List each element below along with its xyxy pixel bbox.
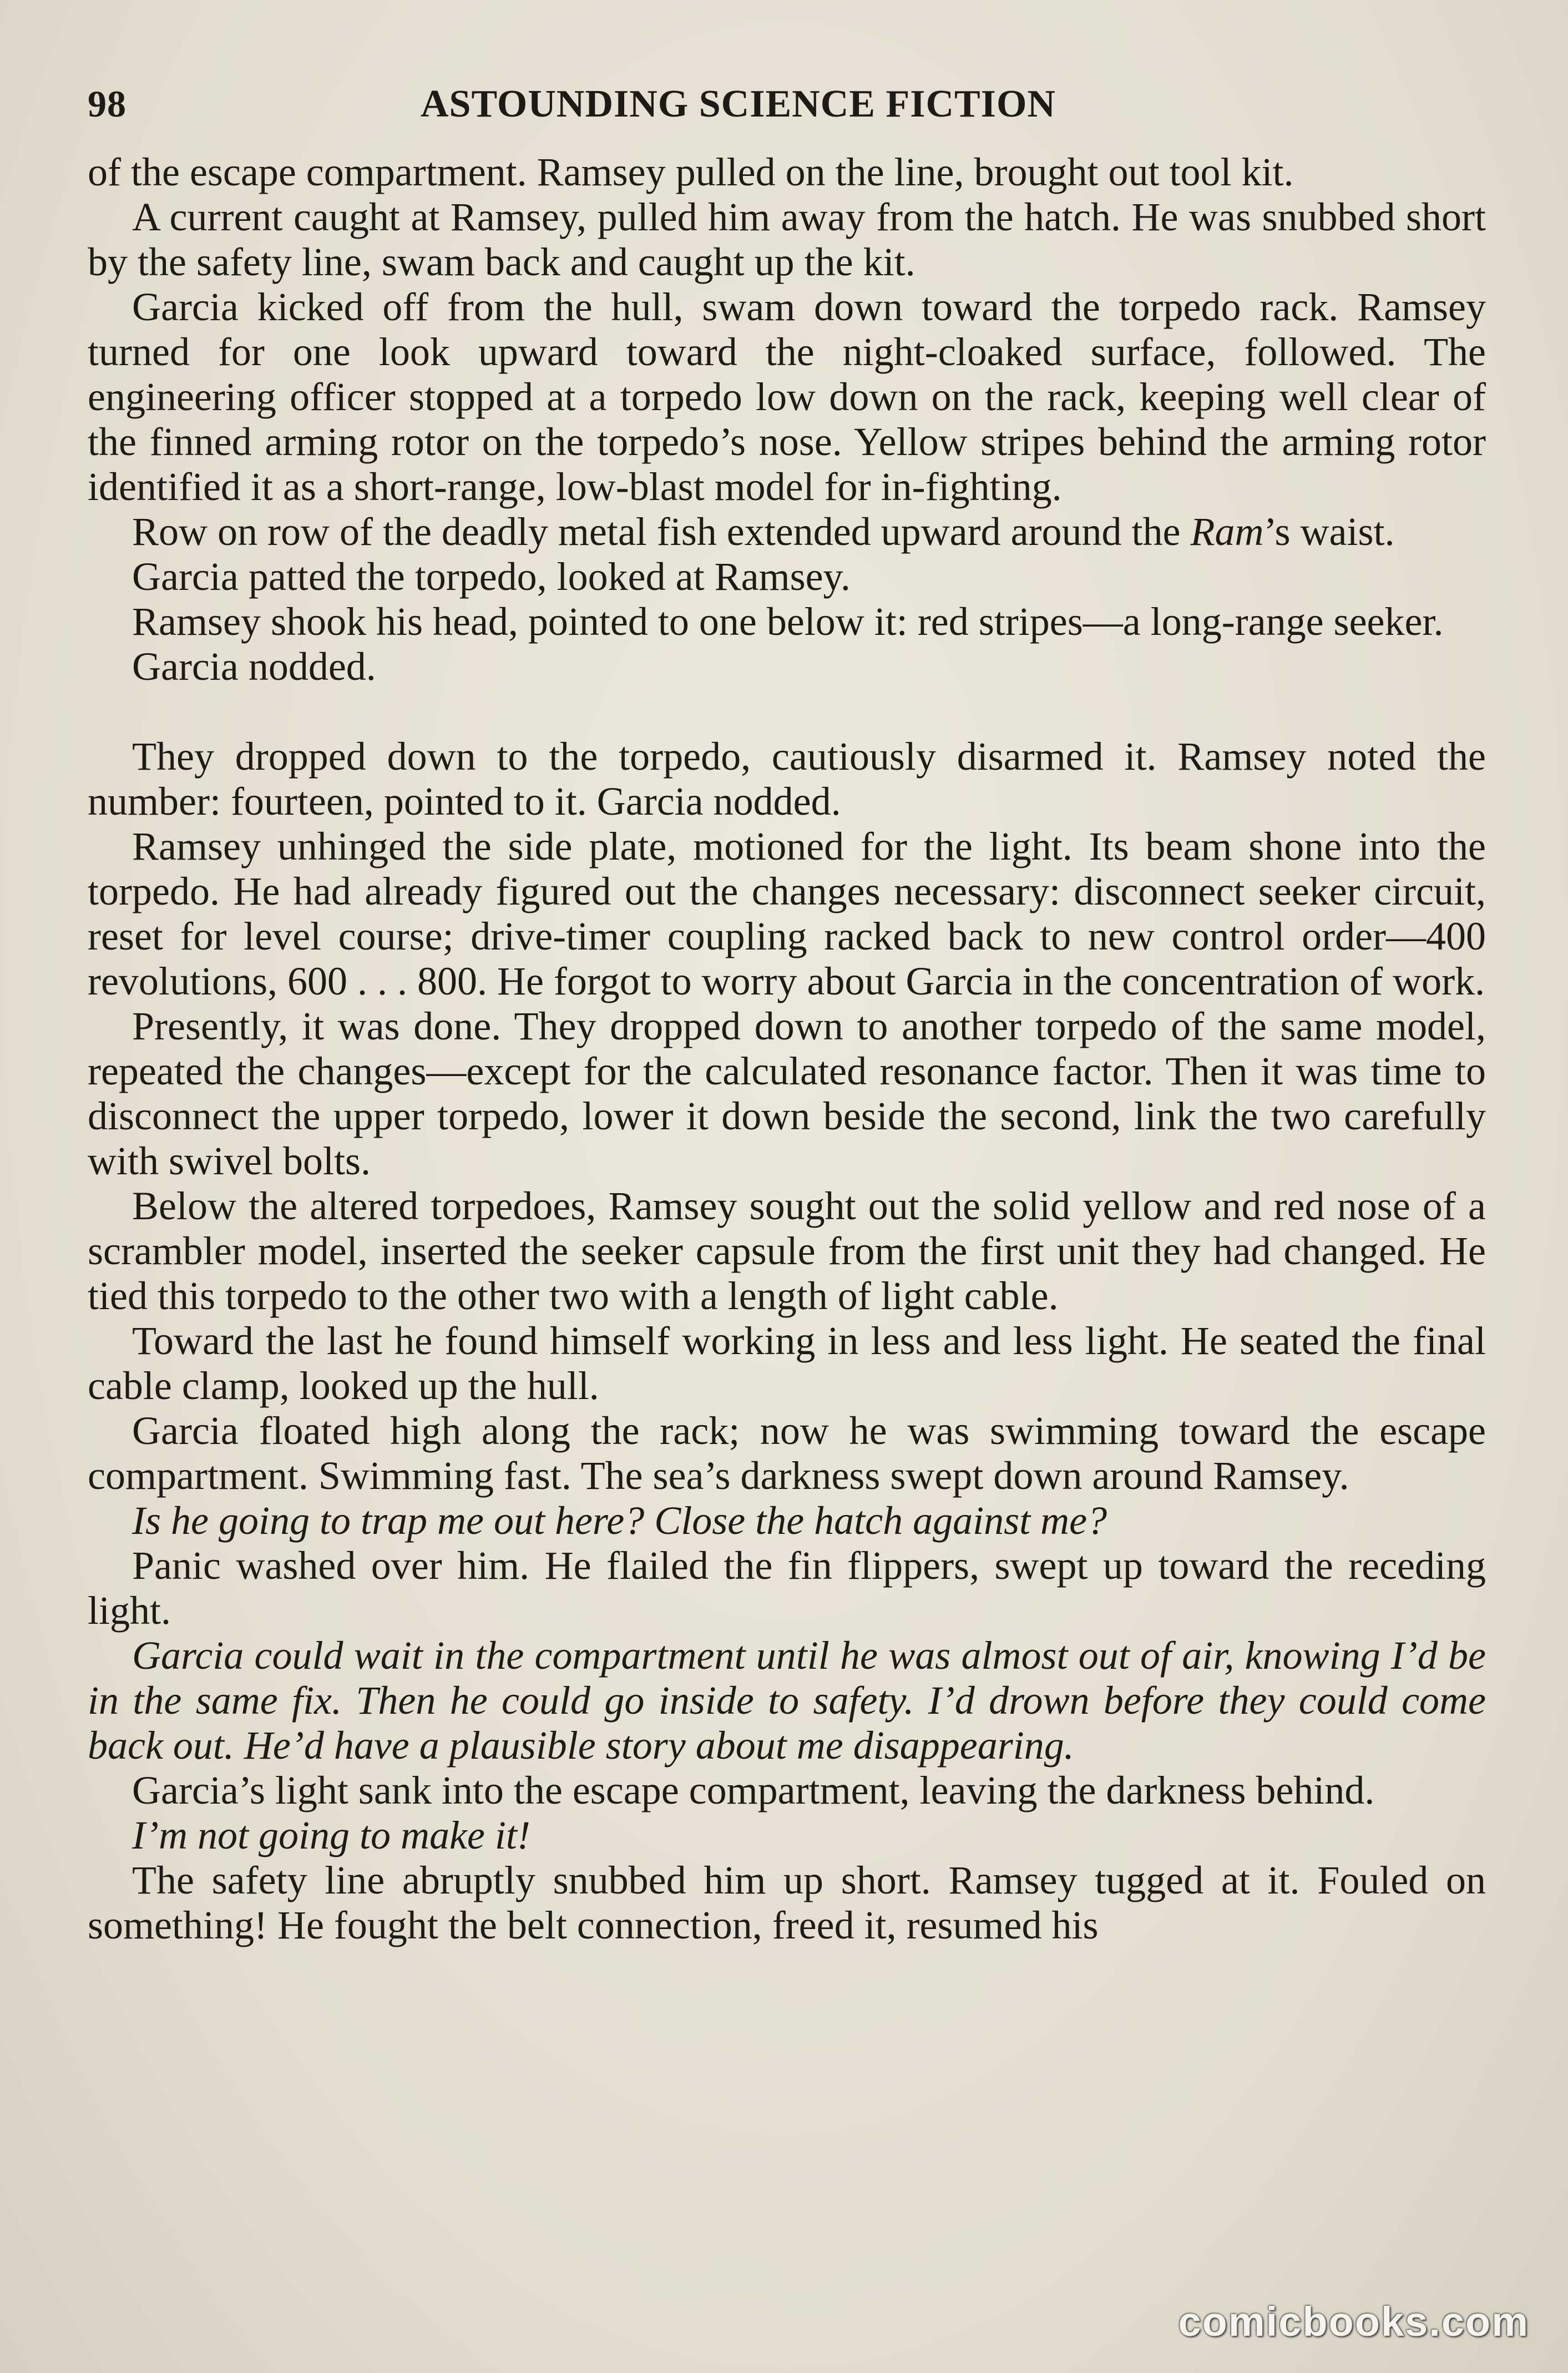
paragraph: Ramsey unhinged the side plate, motioned for the light. Its beam shone into the torpedo. He had already figured out the changes necessary: disconnect seeker circuit, reset for level course; drive-timer coupling racked back to new control order—400 revolutions, 600 . . . 800. He forgot to worry about Garcia in the concentration of work. [88, 824, 1486, 1003]
paragraph: Garcia’s light sank into the escape compartment, leaving the darkness behind. [132, 1768, 1375, 1812]
paragraph: Garcia patted the torpedo, looked at Ramsey. [132, 554, 851, 599]
body-text [88, 150, 1486, 1948]
page-header [88, 78, 1153, 133]
paragraph: Ramsey shook his head, pointed to one below it: red stripes—a long-range seeker. [132, 599, 1444, 644]
paragraph: Toward the last he found himself working in less and less light. He seated the final cable clamp, looked up the hull. [88, 1319, 1486, 1408]
running-head: ASTOUNDING SCIENCE FICTION [421, 83, 1056, 125]
paragraph-text: ’s waist. [1263, 509, 1395, 554]
watermark: comicbooks.com [1178, 2299, 1529, 2345]
paragraph: They dropped down to the torpedo, cautiously disarmed it. Ramsey noted the number: fourteen, pointed to it. Garcia nodded. [88, 734, 1486, 824]
paragraph: Panic washed over him. He flailed the fin flippers, swept up toward the receding light. [88, 1543, 1486, 1633]
paragraph: Below the altered torpedoes, Ramsey sought out the solid yellow and red nose of a scrambler model, inserted the seeker capsule from the first unit they had changed. He tied this torpedo to the other two with a length of light cable. [88, 1184, 1486, 1318]
paragraph: Garcia floated high along the rack; now he was swimming toward the escape compartment. Swimming fast. The sea’s darkness swept down around Ramsey. [88, 1408, 1486, 1498]
italic-thought: Is he going to trap me out here? Close the hatch against me? [132, 1498, 1107, 1543]
paragraph: Garcia kicked off from the hull, swam down toward the torpedo rack. Ramsey turned for one look upward toward the night-cloaked surface, followed. The engineering officer stopped at a torpedo low down on the rack, keeping well clear of the finned arming rotor on the torpedo’s nose. Yellow stripes behind the arming rotor identified it as a short-range, low-blast model for in-fighting. [88, 285, 1486, 509]
page-number: 98 [88, 83, 127, 125]
paragraph: of the escape compartment. Ramsey pulled on the line, brought out tool kit. [88, 150, 1294, 194]
paragraph [88, 509, 1486, 554]
italic-thought: Garcia could wait in the compartment until he was almost out of air, knowing I’d be in the same fix. Then he could go inside to safety. I’d drown before they could come back out. He’d have a plausible story about me disappearing. [88, 1633, 1486, 1768]
paragraph: Garcia nodded. [132, 644, 376, 689]
italic-thought: I’m not going to make it! [132, 1813, 530, 1857]
paragraph: A current caught at Ramsey, pulled him away from the hatch. He was snubbed short by the safety line, swam back and caught up the kit. [88, 195, 1486, 284]
paragraph-text: Row on row of the deadly metal fish extended upward around the [132, 509, 1191, 554]
paragraph: Presently, it was done. They dropped down to another torpedo of the same model, repeated the changes—except for the calculated resonance factor. Then it was time to disconnect the upper torpedo, lower it down beside the second, link the two carefully with swivel bolts. [88, 1004, 1486, 1183]
paragraph: The safety line abruptly snubbed him up short. Ramsey tugged at it. Fouled on something! He fought the belt connection, freed it, resumed his [88, 1858, 1486, 1947]
ship-name: Ram [1190, 509, 1264, 554]
